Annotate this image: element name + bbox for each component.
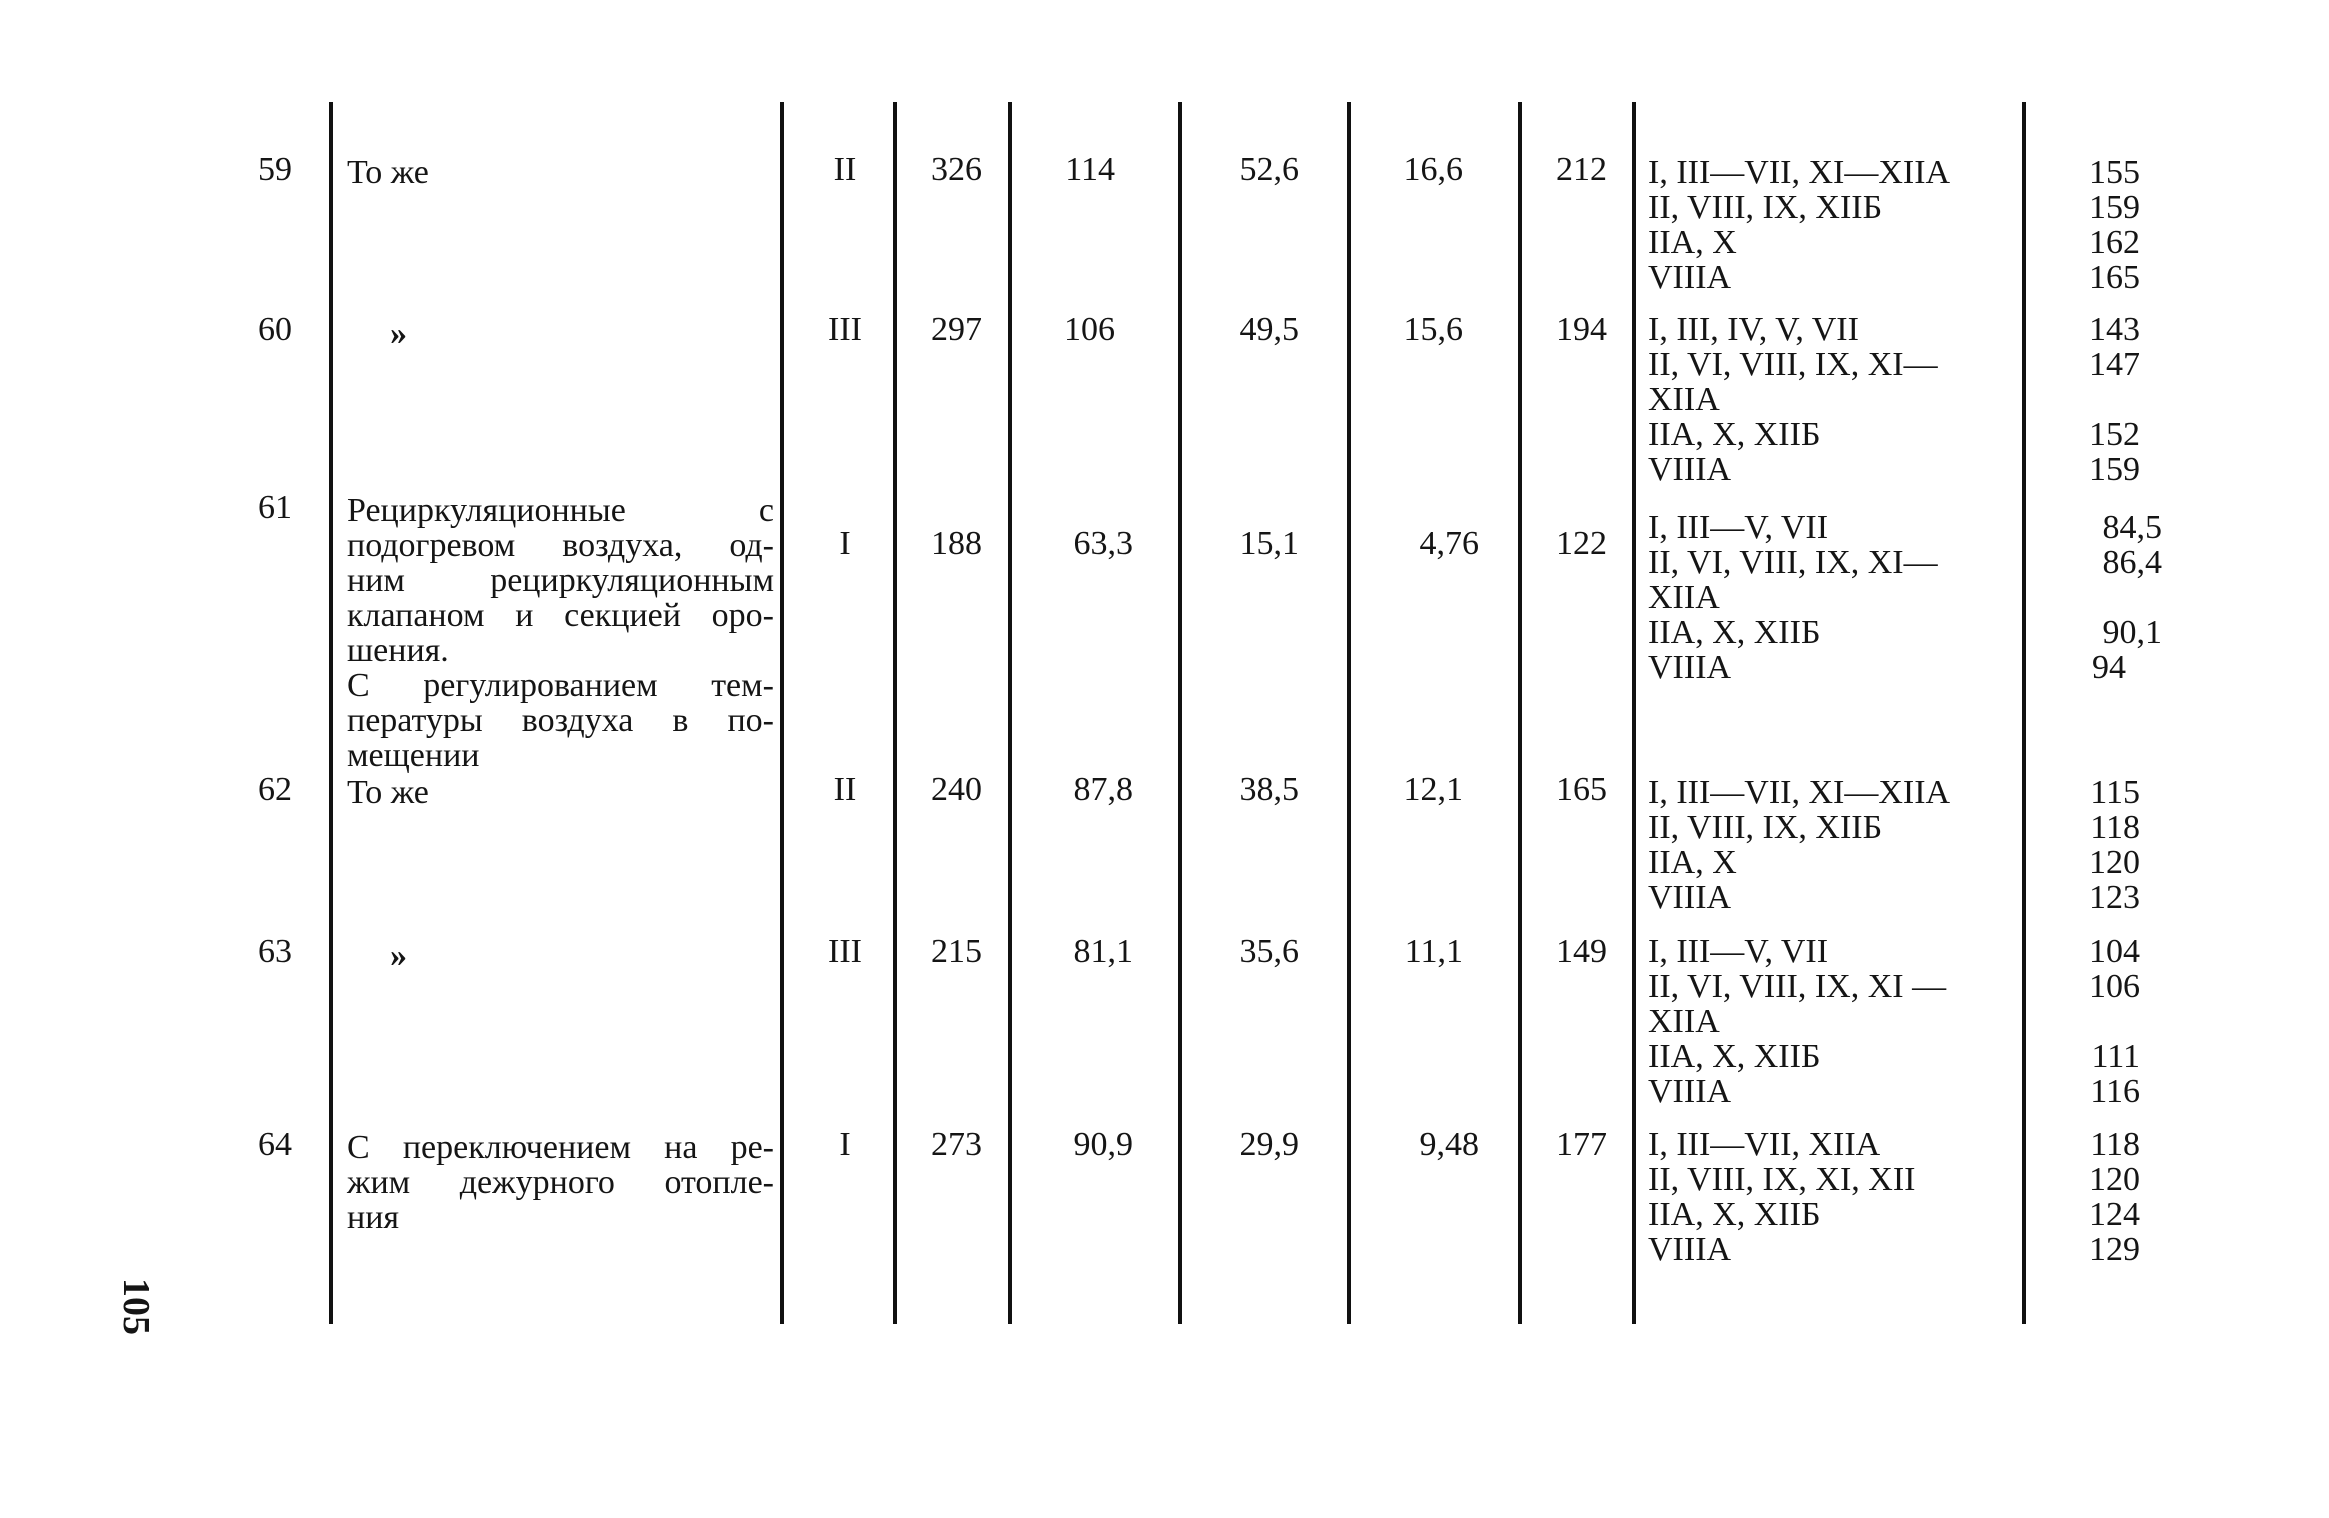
description-line: С переключением на ре- — [347, 1129, 774, 1166]
loads-list — [2040, 1127, 2140, 1267]
load-value: 155 — [2089, 154, 2140, 191]
description-line: мещении — [347, 737, 480, 774]
mode-line: II, VIII, IX, XIIБ — [1648, 189, 1883, 226]
description-line: То же — [347, 774, 429, 811]
mode-line: II, VI, VIII, IX, XI— — [1648, 346, 1938, 383]
mode-line: IIA, X, XIIБ — [1648, 1038, 1821, 1075]
load-value: 147 — [2089, 346, 2140, 383]
class-cell: III — [828, 933, 862, 970]
mode-line: IIA, X, XIIБ — [1648, 416, 1821, 453]
mode-line: II, VI, VIII, IX, XI — — [1648, 968, 1947, 1005]
load-value — [2040, 1004, 2140, 1039]
loads-list — [2040, 934, 2140, 1109]
ditto-mark: » — [390, 315, 407, 352]
load-value: 120 — [2089, 1161, 2140, 1198]
value-cell-4: 11,1 — [1404, 933, 1463, 970]
description-line: С регулированием тем- — [347, 667, 774, 704]
value-cell-1: 326 — [931, 151, 982, 188]
value-cell-2: 63,3 — [1073, 525, 1133, 562]
modes-list — [1648, 1127, 2028, 1267]
description-line: клапаном и секцией оро- — [347, 597, 774, 634]
mode-line: II, VIII, IX, XI, XII — [1648, 1161, 1916, 1198]
mode-line: I, III—VII, XI—XIIA — [1648, 154, 1951, 191]
mode-line: II, VIII, IX, XIIБ — [1648, 809, 1883, 846]
value-cell-1: 240 — [931, 771, 982, 808]
load-value: 165 — [2089, 259, 2140, 296]
value-cell-2: 81,1 — [1073, 933, 1133, 970]
loads-list — [2040, 155, 2140, 295]
mode-line: I, III—VII, XIIA — [1648, 1126, 1881, 1163]
load-value: 90,1 — [2102, 614, 2162, 651]
class-cell: I — [839, 1126, 851, 1163]
modes-list — [1648, 510, 2028, 685]
mode-line: VIIIA — [1648, 1073, 1732, 1110]
mode-line: XIIA — [1648, 1003, 1720, 1040]
description-line: Рециркуляционные с — [347, 492, 774, 529]
mode-line: I, III, IV, V, VII — [1648, 311, 1859, 348]
load-value: 159 — [2089, 189, 2140, 226]
description-line: ния — [347, 1199, 400, 1236]
load-value: 118 — [2090, 1126, 2140, 1163]
mode-line: XIIA — [1648, 381, 1720, 418]
load-value: 129 — [2089, 1231, 2140, 1268]
row-description — [347, 493, 774, 773]
row-number: 63 — [258, 933, 292, 970]
mode-line: XIIA — [1648, 579, 1720, 616]
value-cell-5: 122 — [1556, 525, 1607, 562]
page-number: 105 — [115, 1278, 157, 1335]
value-cell-3: 52,6 — [1239, 151, 1299, 188]
value-cell-5: 165 — [1556, 771, 1607, 808]
value-cell-1: 188 — [931, 525, 982, 562]
column-rule-3 — [893, 102, 897, 1324]
row-number: 62 — [258, 771, 292, 808]
mode-line: IIA, X — [1648, 224, 1737, 261]
load-value: 120 — [2089, 844, 2140, 881]
value-cell-4: 16,6 — [1403, 151, 1463, 188]
value-cell-5: 177 — [1556, 1126, 1607, 1163]
mode-line: VIIIA — [1648, 259, 1732, 296]
value-cell-3: 35,6 — [1239, 933, 1299, 970]
row-description — [347, 155, 774, 190]
description-line: ним рециркуляционным — [347, 562, 774, 599]
value-cell-5: 149 — [1556, 933, 1607, 970]
value-cell-2: 106 — [1064, 311, 1115, 348]
value-cell-3: 49,5 — [1239, 311, 1299, 348]
value-cell-4: 9,48 — [1419, 1126, 1479, 1163]
value-cell-1: 273 — [931, 1126, 982, 1163]
load-value: 118 — [2090, 809, 2140, 846]
loads-list — [2062, 510, 2162, 685]
description-line: То же — [347, 154, 429, 191]
load-value: 159 — [2089, 451, 2140, 488]
mode-line: I, III—VII, XI—XIIA — [1648, 774, 1951, 811]
class-cell: II — [833, 771, 857, 808]
load-value: 152 — [2089, 416, 2140, 453]
load-value: 115 — [2090, 774, 2140, 811]
value-cell-1: 215 — [931, 933, 982, 970]
load-value: 104 — [2089, 933, 2140, 970]
load-value: 124 — [2089, 1196, 2140, 1233]
value-cell-1: 297 — [931, 311, 982, 348]
mode-line: II, VI, VIII, IX, XI— — [1648, 544, 1938, 581]
load-value — [2040, 382, 2140, 417]
value-cell-2: 114 — [1065, 151, 1115, 188]
load-value: 162 — [2089, 224, 2140, 261]
mode-line: I, III—V, VII — [1648, 933, 1829, 970]
modes-list — [1648, 312, 2028, 487]
mode-line: IIA, X, XIIБ — [1648, 614, 1821, 651]
value-cell-4: 4,76 — [1419, 525, 1479, 562]
mode-line: I, III—V, VII — [1648, 509, 1829, 546]
load-value: 123 — [2089, 879, 2140, 916]
load-value: 94 — [2092, 649, 2126, 686]
class-cell: I — [839, 525, 851, 562]
mode-line: VIIIA — [1648, 879, 1732, 916]
row-number: 64 — [258, 1126, 292, 1163]
row-number: 61 — [258, 489, 292, 526]
mode-line: IIA, X, XIIБ — [1648, 1196, 1821, 1233]
value-cell-2: 90,9 — [1073, 1126, 1133, 1163]
mode-line: VIIIA — [1648, 1231, 1732, 1268]
ditto-mark: » — [390, 937, 407, 974]
value-cell-5: 212 — [1556, 151, 1607, 188]
load-value: 106 — [2089, 968, 2140, 1005]
column-rule-1 — [329, 102, 333, 1324]
value-cell-4: 12,1 — [1403, 771, 1463, 808]
description-line: пературы воздуха в по- — [347, 702, 774, 739]
load-value: 116 — [2090, 1073, 2140, 1110]
row-description — [347, 775, 774, 810]
class-cell: III — [828, 311, 862, 348]
load-value: 86,4 — [2102, 544, 2162, 581]
description-line: подогревом воздуха, од- — [347, 527, 774, 564]
load-value: 143 — [2089, 311, 2140, 348]
value-cell-3: 29,9 — [1239, 1126, 1299, 1163]
row-number: 60 — [258, 311, 292, 348]
modes-list — [1648, 155, 2028, 295]
modes-list — [1648, 934, 2028, 1109]
column-rule-5 — [1178, 102, 1182, 1324]
mode-line: VIIIA — [1648, 451, 1732, 488]
class-cell: II — [833, 151, 857, 188]
column-rule-6 — [1347, 102, 1351, 1324]
column-rule-2 — [780, 102, 784, 1324]
loads-list — [2040, 775, 2140, 915]
value-cell-3: 38,5 — [1239, 771, 1299, 808]
value-cell-4: 15,6 — [1403, 311, 1463, 348]
modes-list — [1648, 775, 2028, 915]
mode-line: IIA, X — [1648, 844, 1737, 881]
column-rule-7 — [1518, 102, 1522, 1324]
column-rule-4 — [1008, 102, 1012, 1324]
row-number: 59 — [258, 151, 292, 188]
load-value — [2062, 580, 2162, 615]
load-value: 111 — [2091, 1038, 2140, 1075]
value-cell-2: 87,8 — [1073, 771, 1133, 808]
value-cell-5: 194 — [1556, 311, 1607, 348]
column-rule-8 — [1632, 102, 1636, 1324]
description-line: шения. — [347, 632, 449, 669]
value-cell-3: 15,1 — [1239, 525, 1299, 562]
description-line: жим дежурного отопле- — [347, 1164, 774, 1201]
load-value: 84,5 — [2102, 509, 2162, 546]
row-description — [347, 1130, 774, 1235]
loads-list — [2040, 312, 2140, 487]
mode-line: VIIIA — [1648, 649, 1732, 686]
